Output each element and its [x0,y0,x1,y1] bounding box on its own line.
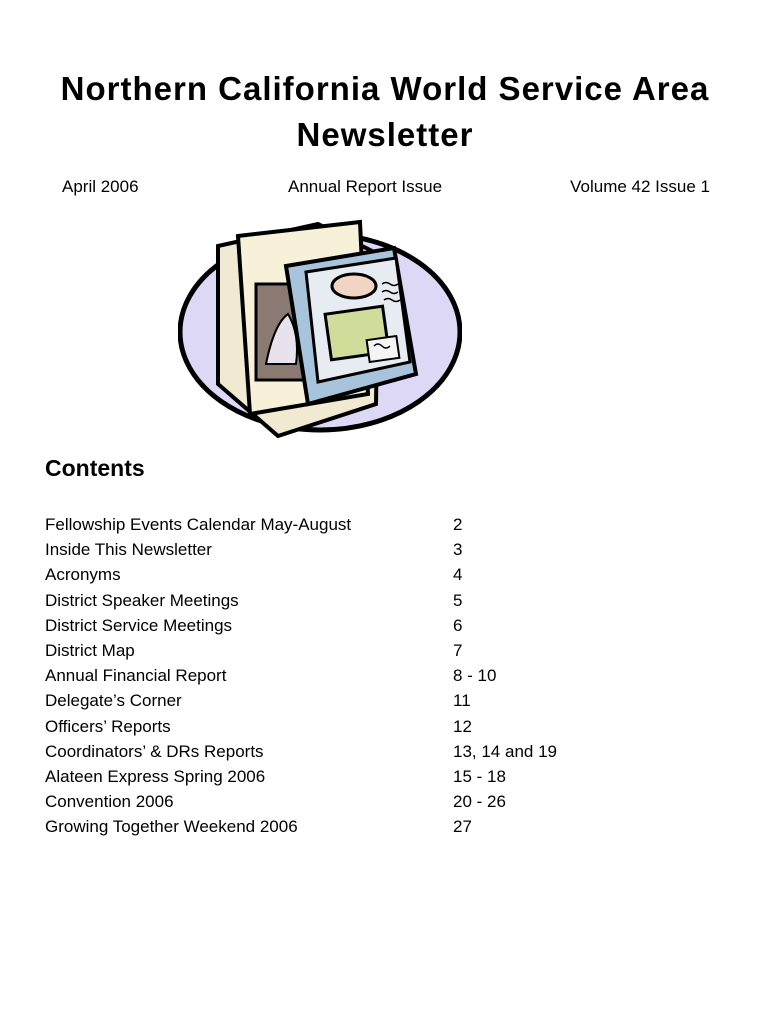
toc-item [45,512,605,537]
toc-item-title: District Map [45,640,135,660]
toc-item [45,537,605,562]
table-of-contents [45,512,605,839]
toc-item-page: 6 [453,615,463,635]
toc-item-title: Acronyms [45,565,121,585]
toc-item [45,739,605,764]
toc-item-page: 7 [453,640,463,660]
contents-heading: Contents [45,455,145,481]
toc-item-page: 4 [453,565,463,585]
toc-item-title: Annual Financial Report [45,666,227,686]
toc-item [45,714,605,739]
title-line-2: Newsletter [296,116,474,153]
newspapers-clipart-icon [178,214,462,450]
title-line-1: Northern California World Service Area [60,70,710,107]
toc-item-page: 3 [453,540,463,560]
issue-label: Annual Report Issue [288,177,443,196]
toc-item [45,638,605,663]
toc-item-title: Officers’ Reports [45,716,171,736]
toc-item [45,764,605,789]
toc-item-title: District Service Meetings [45,615,233,635]
toc-item-title: Inside This Newsletter [45,540,212,560]
toc-item-title: Convention 2006 [45,792,174,812]
toc-item [45,663,605,688]
toc-item-page: 5 [453,590,463,610]
toc-item [45,562,605,587]
toc-item-page: 27 [453,817,472,837]
toc-item-title: District Speaker Meetings [45,590,239,610]
issue-date: April 2006 [62,177,139,196]
toc-item [45,814,605,839]
toc-item-page: 12 [453,716,472,736]
toc-item [45,588,605,613]
toc-item-page: 20 - 26 [453,792,506,812]
toc-item [45,688,605,713]
toc-item-page: 15 - 18 [453,766,506,786]
toc-item-page: 8 - 10 [453,666,497,686]
toc-item-title: Coordinators’ & DRs Reports [45,741,264,761]
toc-item-page: 2 [453,515,463,534]
toc-item-page: 13, 14 and 19 [453,741,557,761]
newsletter-title [0,66,770,158]
toc-item-title: Alateen Express Spring 2006 [45,766,266,786]
toc-item [45,789,605,814]
toc-item-title: Fellowship Events Calendar May-August [45,515,352,534]
toc-item-title: Growing Together Weekend 2006 [45,817,298,837]
toc-item [45,613,605,638]
volume-label: Volume 42 Issue 1 [570,177,710,196]
toc-item-title: Delegate’s Corner [45,691,182,711]
toc-item-page: 11 [453,691,471,711]
